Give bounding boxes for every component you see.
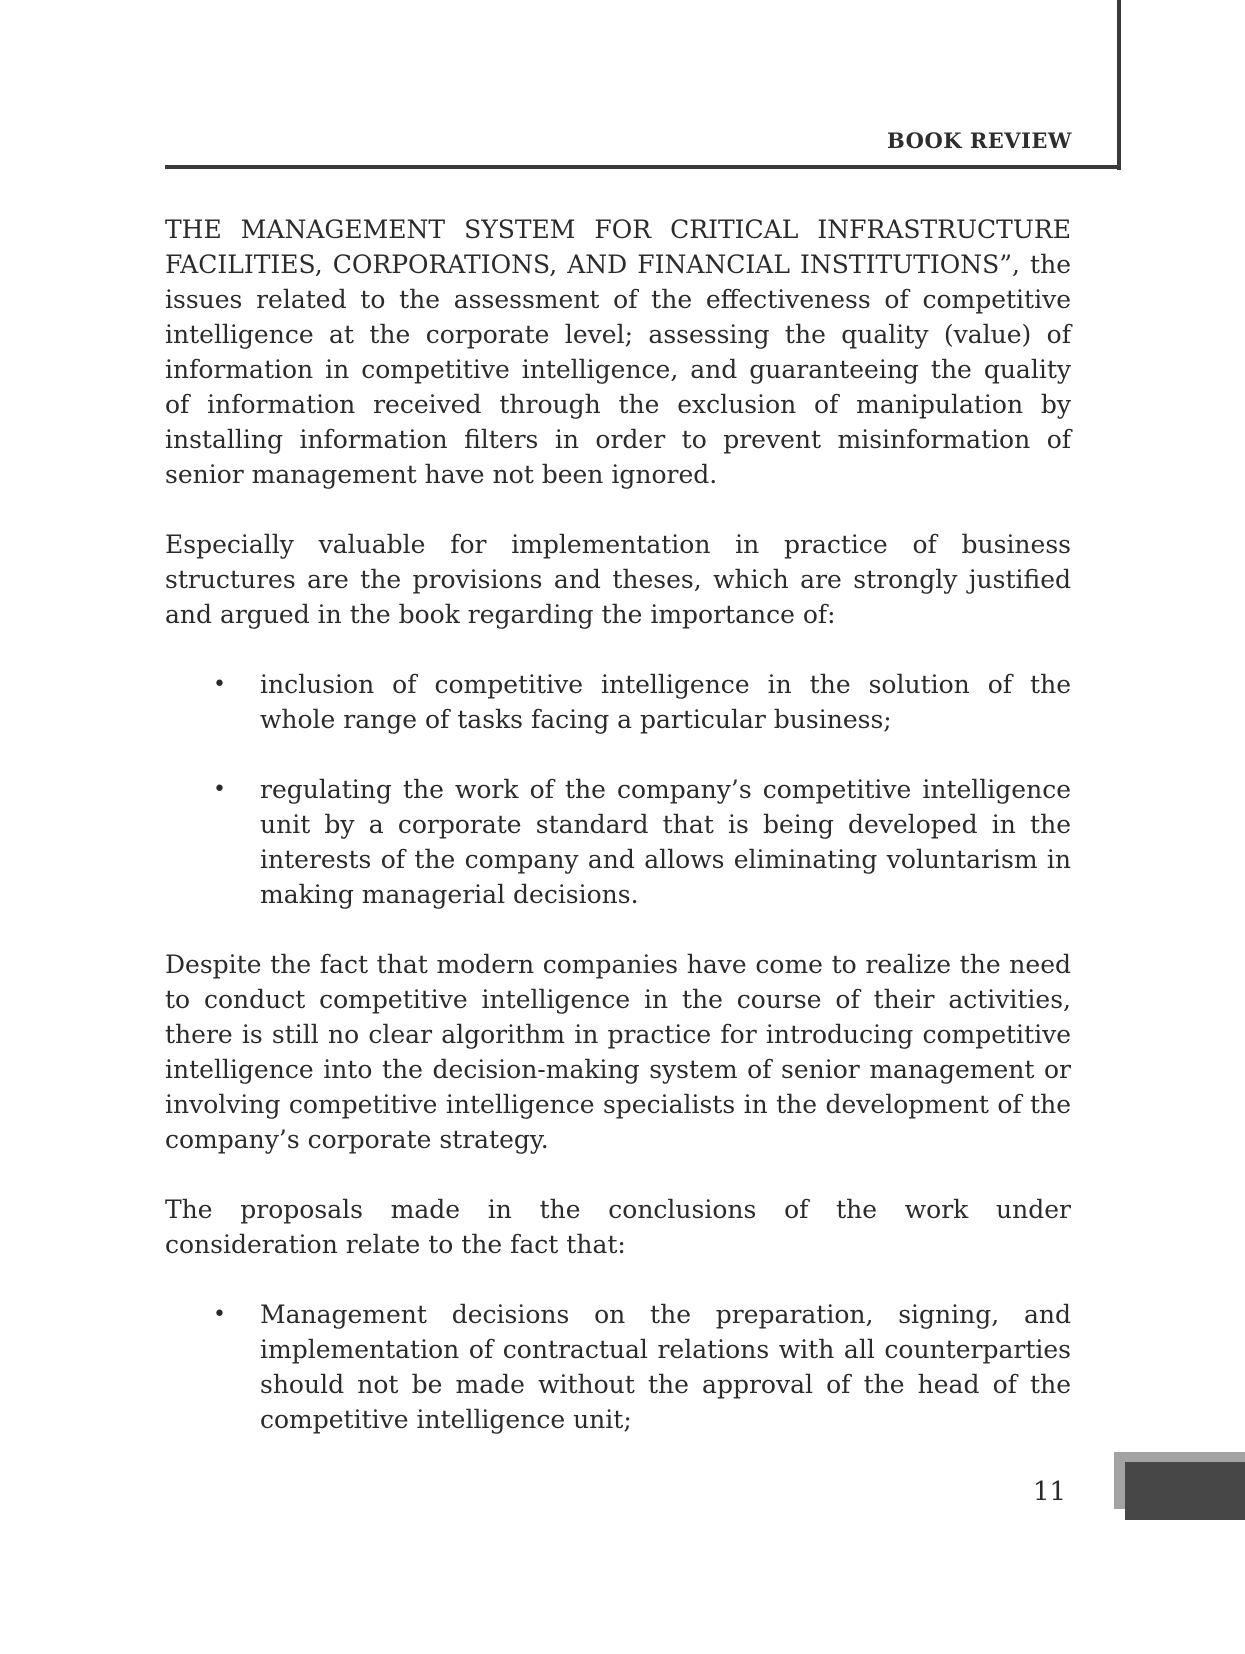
page-body (165, 212, 1071, 1472)
page-tab-marker (1125, 1462, 1245, 1520)
list-item (165, 772, 1071, 912)
list-item-text: inclusion of competitive intelligence in the solution of the whole range of tasks facing a particular business; (260, 670, 1071, 734)
list-item-text: regulating the work of the company’s competitive intelligence unit by a corporate standard that is being developed in the interests of the company and allows eliminating voluntarism in making managerial decisions. (260, 775, 1071, 909)
paragraph-4: The proposals made in the conclusions of the work under consideration relate to the fact that: (165, 1195, 1071, 1259)
header-frame-vertical-rule (1117, 0, 1121, 170)
running-head: BOOK REVIEW (887, 128, 1072, 153)
bullet-icon: • (213, 672, 226, 697)
paragraph-3: Despite the fact that modern companies have come to realize the need to conduct competitive intelligence in the course of their activities, there is still no clear algorithm in practice for introducing competitive intelligence into the decision-making system of senior management or involving competitive intelligence specialists in the development of the company’s corporate strategy. (165, 950, 1071, 1154)
list-item (165, 667, 1071, 737)
page-number: 11 (1033, 1477, 1067, 1507)
list-item (165, 1297, 1071, 1437)
bullet-icon: • (213, 777, 226, 802)
paragraph-2: Especially valuable for implementation in practice of business structures are the provisions and theses, which are strongly justified and argued in the book regarding the importance of: (165, 530, 1071, 629)
paragraph-1: THE MANAGEMENT SYSTEM FOR CRITICAL INFRASTRUCTURE FACILITIES, CORPORATIONS, AND FINANCIAL INSTITUTIONS”, the issues related to the assessment of the effectiveness of competitive intelligence at the corporate level; assessing the quality (value) of information in competitive intelligence, and guaranteeing the quality of information received through the exclusion of manipulation by installing information filters in order to prevent misinformation of senior management have not been ignored. (165, 215, 1071, 489)
bullet-list-2 (165, 1297, 1071, 1437)
bullet-icon: • (213, 1302, 226, 1327)
list-item-text: Management decisions on the preparation, signing, and implementation of contractual relations with all counterparties should not be made without the approval of the head of the competitive intelligence unit; (260, 1300, 1071, 1434)
header-frame-horizontal-rule (165, 165, 1121, 169)
bullet-list-1 (165, 667, 1071, 912)
